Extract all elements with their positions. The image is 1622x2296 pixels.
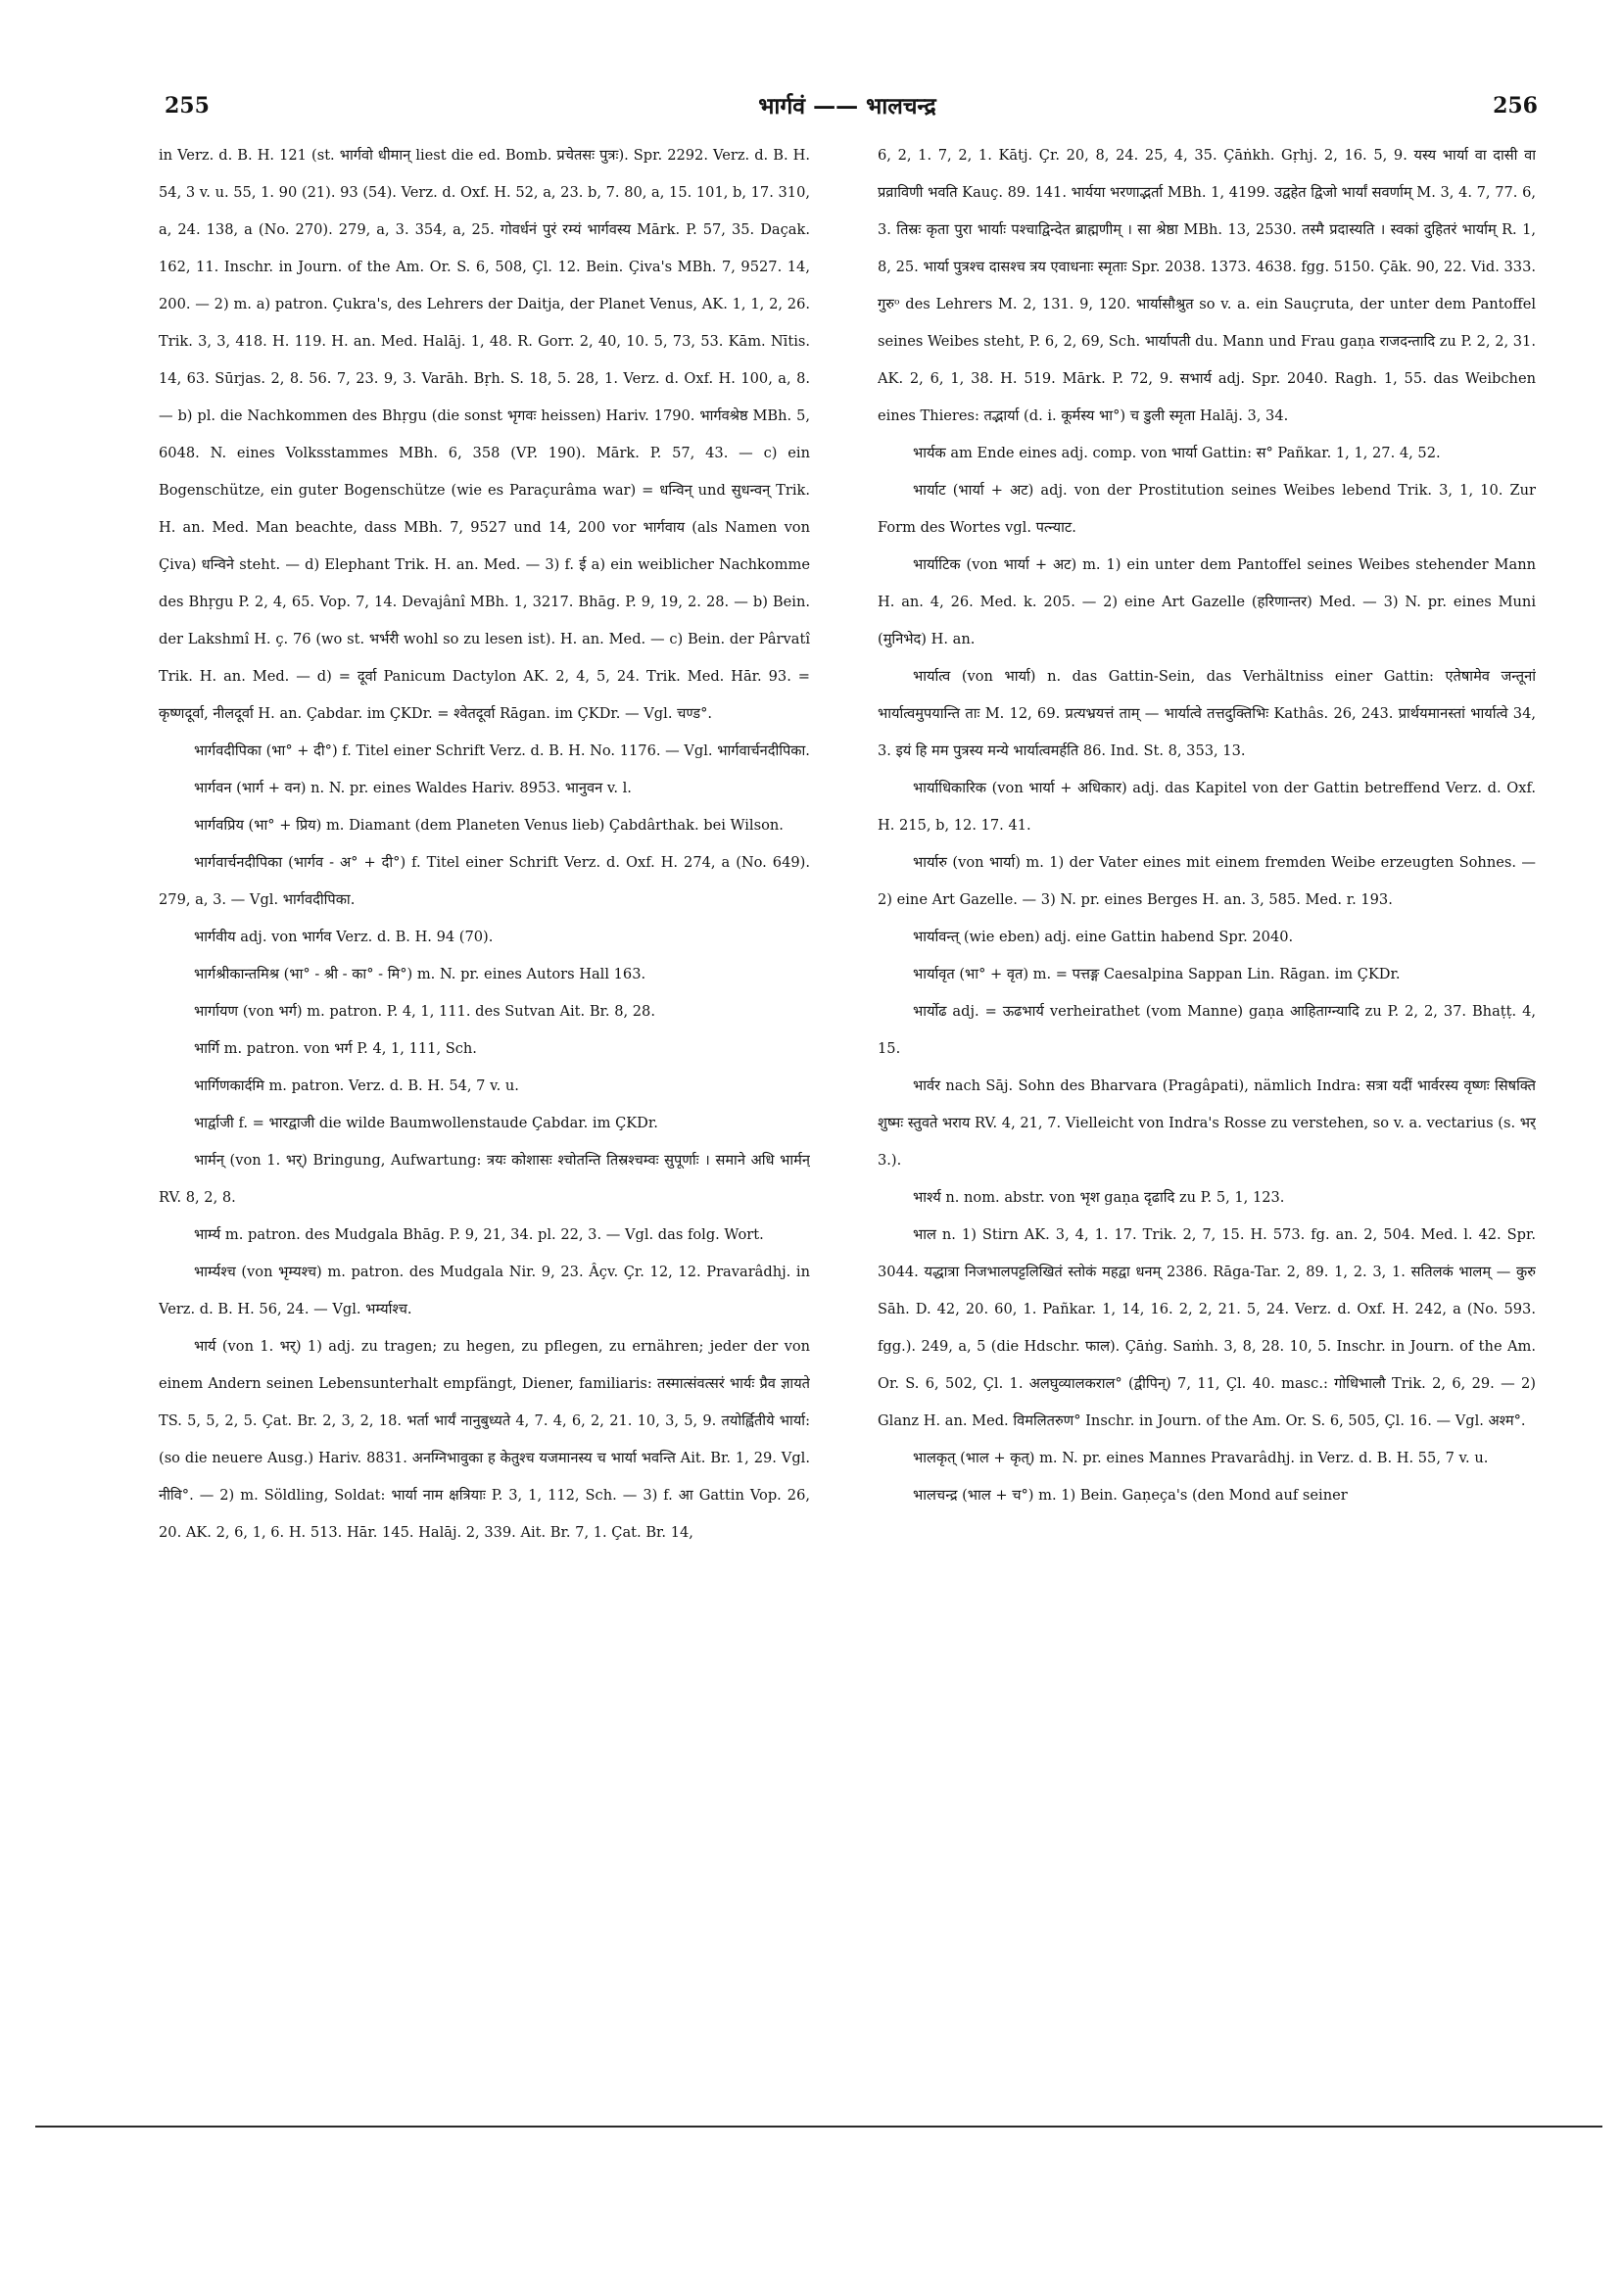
running-head: भार्गवं —— भालचन्द्र (758, 94, 936, 120)
dictionary-entry: भार्म्यश्च (von भृम्यश्च) m. patron. des Mudgala Nir. 9, 23. Âçv. Çr. 12, 12. Pravarâdhj. in Verz. d. B. H. 56, 24. — Vgl. भर्म्याश्च. (159, 1264, 810, 1317)
dictionary-entry: भार्गायण (von भर्ग) m. patron. P. 4, 1, 111. des Sutvan Ait. Br. 8, 28. (194, 1003, 655, 1020)
dictionary-entry: भार्यारु (von भार्या) m. 1) der Vater eines mit einem fremden Weibe erzeugten Sohnes. — 2) eine Art Gazelle. — 3) N. pr. eines Berges H. an. 3, 585. Med. r. 193. (878, 854, 1536, 908)
page-number-left: 255 (165, 93, 210, 119)
entry-continuation: 6, 2, 1. 7, 2, 1. Kātj. Çr. 20, 8, 24. 25, 4, 35. Çāṅkh. Gṛhj. 2, 16. 5, 9. यस्य भार्या वा दासी वा प्रव्राविणी भवति Kauç. 89. 141. भार्यया भरणाद्भर्ता MBh. 1, 4199. उद्वहेत द्विजो भार्यां सवर्णाम् M. 3, 4. 7, 77. 6, 3. तिस्रः कृता पुरा भार्याः पश्चाद्विन्देत ब्राह्मणीम् । सा श्रेष्ठा MBh. 13, 2530. तस्मै प्रदास्यति । स्वकां दुहितरं भार्याम् R. 1, 8, 25. भार्या पुत्रश्च दासश्च त्रय एवाधनाः स्मृताः Spr. 2038. 1373. 4638. fgg. 5150. Çāk. 90, 22. Vid. 333. गुरुᵒ des Lehrers M. 2, 131. 9, 120. भार्यासौश्रुत so v. a. ein Sauçruta, der unter dem Pantoffel seines Weibes steht, P. 6, 2, 69, Sch. भार्यापती du. Mann und Frau gaṇa राजदन्तादि zu P. 2, 2, 31. AK. 2, 6, 1, 38. H. 519. Mārk. P. 72, 9. सभार्य adj. Spr. 2040. Ragh. 1, 55. das Weibchen eines Thieres: तद्भार्या (d. i. कूर्मस्य भा°) च डुली स्मृता Halāj. 3, 34. (878, 147, 1536, 424)
dictionary-entry: भार्यक am Ende eines adj. comp. von भार्या Gattin: स° Pañkar. 1, 1, 27. 4, 52. (913, 445, 1441, 461)
left-column (159, 137, 810, 2028)
dictionary-entry: भार्श्य n. nom. abstr. von भृश gaṇa दृढादि zu P. 5, 1, 123. (913, 1189, 1285, 1206)
dictionary-entry: भार्गवप्रिय (भा° + प्रिय) m. Diamant (dem Planeten Venus lieb) Çabdârthak. bei Wilson. (194, 817, 784, 834)
footer-rule (35, 2126, 1602, 2128)
dictionary-entry: भालचन्द्र (भाल + च°) m. 1) Bein. Gaṇeça's (den Mond auf seiner (913, 1487, 1348, 1504)
dictionary-entry: भार्द्वाजी f. = भारद्वाजी die wilde Baumwollenstaude Çabdar. im ÇKDr. (194, 1115, 658, 1131)
entry-continuation: in Verz. d. B. H. 121 (st. भार्गवो धीमान् liest die ed. Bomb. प्रचेतसः पुत्रः). Spr. 2292. Verz. d. B. H. 54, 3 v. u. 55, 1. 90 (21). 93 (54). Verz. d. Oxf. H. 52, a, 23. b, 7. 80, a, 15. 101, b, 17. 310, a, 24. 138, a (No. 270). 279, a, 3. 354, a, 25. गोवर्धनं पुरं रम्यं भार्गवस्य Mārk. P. 57, 35. Daçak. 162, 11. Inschr. in Journ. of the Am. Or. S. 6, 508, Çl. 12. Bein. Çiva's MBh. 7, 9527. 14, 200. — 2) m. a) patron. Çukra's, des Lehrers der Daitja, der Planet Venus, AK. 1, 1, 2, 26. Trik. 3, 3, 418. H. 119. H. an. Med. Halāj. 1, 48. R. Gorr. 2, 40, 10. 5, 73, 53. Kām. Nītis. 14, 63. Sūrjas. 2, 8. 56. 7, 23. 9, 3. Varāh. Bṛh. S. 18, 5. 28, 1. Verz. d. Oxf. H. 100, a, 8. — b) pl. die Nachkommen des Bhṛgu (die sonst भृगवः heissen) Hariv. 1790. भार्गवश्रेष्ठ MBh. 5, 6048. N. eines Volksstammes MBh. 6, 358 (VP. 190). Mārk. P. 57, 43. — c) ein Bogenschütze, ein guter Bogenschütze (wie es Paraçurâma war) = धन्विन् und सुधन्वन् Trik. H. an. Med. Man beachte, dass MBh. 7, 9527 und 14, 200 vor भार्गवाय (als Namen von Çiva) धन्विने steht. — d) Elephant Trik. H. an. Med. — 3) f. ई a) ein weiblicher Nachkomme des Bhṛgu P. 2, 4, 65. Vop. 7, 14. Devajânî MBh. 1, 3217. Bhāg. P. 9, 19, 2. 28. — b) Bein. der Lakshmî H. ç. 76 (wo st. भर्भरी wohl so zu lesen ist). H. an. Med. — c) Bein. der Pârvatî Trik. H. an. Med. — d) = दूर्वा Panicum Dactylon AK. 2, 4, 5, 24. Trik. Med. Hār. 93. = कृष्णदूर्वा, नीलदूर्वा H. an. Çabdar. im ÇKDr. = श्वेतदूर्वा Rāgan. im ÇKDr. — Vgl. चण्ड°. (159, 147, 810, 722)
dictionary-entry: भार्यावन्त् (wie eben) adj. eine Gattin habend Spr. 2040. (913, 929, 1294, 945)
page-number-right: 256 (1493, 93, 1538, 119)
dictionary-entry: भार्गिणकार्दमि m. patron. Verz. d. B. H. 54, 7 v. u. (194, 1077, 519, 1094)
dictionary-entry: भार्गि m. patron. von भर्ग P. 4, 1, 111, Sch. (194, 1040, 477, 1057)
dictionary-entry: भार्म्य m. patron. des Mudgala Bhāg. P. 9, 21, 34. pl. 22, 3. — Vgl. das folg. Wort. (194, 1226, 764, 1243)
right-column (878, 137, 1536, 2028)
dictionary-entry: भार्यात्व (von भार्या) n. das Gattin-Sein, das Verhältniss einer Gattin: एतेषामेव जन्तूनां भार्यात्वमुपयान्ति ताः M. 12, 69. प्रत्यभ्रयत्तं ताम् — भार्यात्वे तत्तदुक्तिभिः Kathâs. 26, 243. प्रार्थयमानस्तां भार्यात्वे 34, 3. इयं हि मम पुत्रस्य मन्ये भार्यात्वमर्हति 86. Ind. St. 8, 353, 13. (878, 668, 1536, 759)
dictionary-entry: भार्गश्रीकान्तमिश्र (भा° - श्री - का° - मि°) m. N. pr. eines Autors Hall 163. (194, 966, 646, 982)
dictionary-entry: भार्योढ adj. = ऊढभार्य verheirathet (vom Manne) gaṇa आहिताग्न्यादि zu P. 2, 2, 37. Bhaṭṭ. 4, 15. (878, 1003, 1536, 1057)
dictionary-entry: भार्गवदीपिका (भा° + दी°) f. Titel einer Schrift Verz. d. B. H. No. 1176. — Vgl. भार्गवार्चनदीपिका. (194, 742, 810, 759)
dictionary-entry: भार्वर nach Sāj. Sohn des Bharvara (Pragâpati), nämlich Indra: सत्रा यदीं भार्वरस्य वृष्णः सिषक्ति शुष्मः स्तुवते भराय RV. 4, 21, 7. Vielleicht von Indra's Rosse zu verstehen, so v. a. vectarius (s. भर् 3.). (878, 1077, 1536, 1169)
dictionary-entry: भार्गवार्चनदीपिका (भार्गव - अ° + दी°) f. Titel einer Schrift Verz. d. Oxf. H. 274, a (No. 649). 279, a, 3. — Vgl. भार्गवदीपिका. (159, 854, 810, 908)
dictionary-entry: भार्याट (भार्या + अट) adj. von der Prostitution seines Weibes lebend Trik. 3, 1, 10. Zur Form des Wortes vgl. पत्न्याट. (878, 482, 1536, 536)
dictionary-entry: भार्याटिक (von भार्या + अट) m. 1) ein unter dem Pantoffel seines Weibes stehender Mann H. an. 4, 26. Med. k. 205. — 2) eine Art Gazelle (हरिणान्तर) Med. — 3) N. pr. eines Muni (मुनिभेद) H. an. (878, 556, 1536, 647)
dictionary-entry: भार्यावृत (भा° + वृत) m. = पत्तङ्ग Caesalpina Sappan Lin. Rāgan. im ÇKDr. (913, 966, 1401, 982)
dictionary-entry: भार्गवीय adj. von भार्गव Verz. d. B. H. 94 (70). (194, 929, 494, 945)
dictionary-entry: भार्याधिकारिक (von भार्या + अधिकार) adj. das Kapitel von der Gattin betreffend Verz. d. Oxf. H. 215, b, 12. 17. 41. (878, 780, 1536, 834)
dictionary-entry: भार्गवन (भार्ग + वन) n. N. pr. eines Waldes Hariv. 8953. भानुवन v. l. (194, 780, 632, 796)
dictionary-entry: भाल n. 1) Stirn AK. 3, 4, 1. 17. Trik. 2, 7, 15. H. 573. fg. an. 2, 504. Med. l. 42. Spr. 3044. यद्धात्रा निजभालपट्टलिखितं स्तोकं महद्वा धनम् 2386. Rāga-Tar. 2, 89. 1, 2. 3, 1. सतिलकं भालम् — कुरु Sāh. D. 42, 20. 60, 1. Pañkar. 1, 14, 16. 2, 2, 21. 5, 24. Verz. d. Oxf. H. 242, a (No. 593. fgg.). 249, a, 5 (die Hdschr. फाल). Çāṅg. Saṁh. 3, 8, 28. 10, 5. Inschr. in Journ. of the Am. Or. S. 6, 502, Çl. 1. अलघुव्यालकराल° (द्वीपिन्) 7, 11, Çl. 40. masc.: गोधिभालौ Trik. 2, 6, 29. — 2) Glanz H. an. Med. विमलितरुण° Inschr. in Journ. of the Am. Or. S. 6, 505, Çl. 16. — Vgl. अश्म°. (878, 1226, 1536, 1429)
page-header (157, 93, 1538, 132)
dictionary-entry: भालकृत् (भाल + कृत्) m. N. pr. eines Mannes Pravarâdhj. in Verz. d. B. H. 55, 7 v. u. (913, 1450, 1489, 1466)
dictionary-entry: भार्मन् (von 1. भर्) Bringung, Aufwartung: त्रयः कोशासः श्चोतन्ति तिस्रश्चम्वः सुपूर्णाः । समाने अधि भार्मन् RV. 8, 2, 8. (159, 1152, 810, 1206)
dictionary-entry: भार्य (von 1. भर्) 1) adj. zu tragen; zu hegen, zu pflegen, zu ernähren; jeder der von einem Andern seinen Lebensunterhalt empfängt, Diener, familiaris: तस्मात्संवत्सरं भार्यः प्रैव ज्ञायते TS. 5, 5, 2, 5. Çat. Br. 2, 3, 2, 18. भर्ता भार्यं नानुबुध्यते 4, 7. 4, 6, 2, 21. 10, 3, 5, 9. तयोर्ह्वितीये भार्या: (so die neuere Ausg.) Hariv. 8831. अनग्निभावुका ह केतुश्च यजमानस्य च भार्या भवन्ति Ait. Br. 1, 29. Vgl. नीवि°. — 2) m. Söldling, Soldat: भार्या नाम क्षत्रियाः P. 3, 1, 112, Sch. — 3) f. आ Gattin Vop. 26, 20. AK. 2, 6, 1, 6. H. 513. Hār. 145. Halāj. 2, 339. Ait. Br. 7, 1. Çat. Br. 14, (159, 1338, 810, 1541)
